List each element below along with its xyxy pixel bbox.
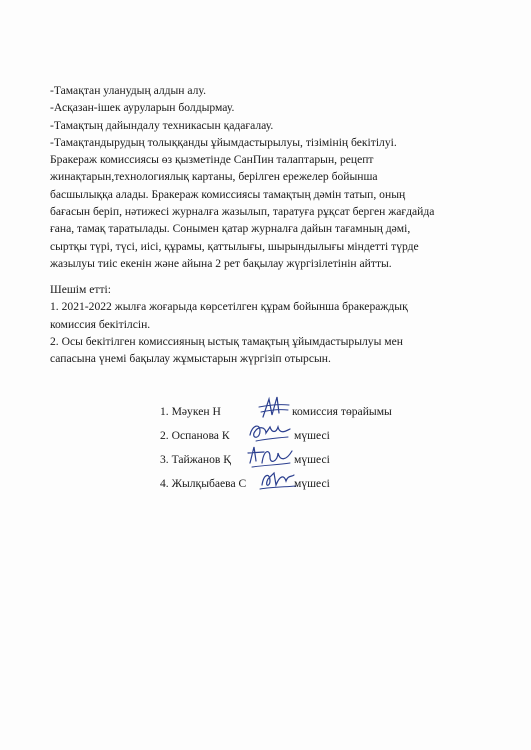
signatory-role: мүшесі [294, 453, 330, 466]
signature-icon [258, 467, 298, 493]
body-line: -Тамақтандырудың толыққанды ұйымдастырылуы, тізімінің бекітілуі. [50, 135, 397, 149]
signatory-name: 3. Тайжанов Қ [160, 453, 232, 466]
body-line: сыртқы түрі, түсі, иісі, құрамы, қаттылығы, шырындылығы міндетті түрде [50, 239, 419, 253]
signatory-name: 2. Оспанова К [160, 429, 230, 442]
signatory-row [160, 475, 420, 499]
signatory-role: мүшесі [294, 477, 330, 490]
resolution-item: комиссия бекітілсін. [50, 317, 151, 331]
signatory-name: 4. Жылқыбаева С [160, 477, 247, 490]
body-line: жинақтарын,технологиялық картаны, берілген ережелер бойынша [50, 170, 378, 184]
body-line: ғана, тамақ таратылады. Сонымен қатар журналға дайын тағамның дәмі, [50, 222, 411, 236]
body-line: жазылуы тиіс екенін және айына 2 рет бақылау жүргізілетінін айтты. [50, 256, 392, 270]
resolution-item: сапасына үнемі бақылау жұмыстарын жүргізіп отырсын. [50, 352, 331, 366]
signatory-name: 1. Мәукен Н [160, 405, 221, 418]
resolution-heading: Шешім етті: [50, 283, 111, 296]
signature-block [160, 403, 420, 499]
signatory-role: комиссия төрайымы [292, 405, 392, 418]
resolution-section [50, 281, 490, 367]
body-line: -Асқазан-ішек ауруларын болдырмау. [50, 101, 235, 115]
resolution-item: 2. Осы бекітілген комиссияның ыстық тамақтың ұйымдастырылуы мен [50, 334, 403, 348]
body-line: -Тамақтан уланудың алдын алу. [50, 84, 206, 97]
protocol-body [50, 82, 490, 272]
body-line: Бракераж комиссиясы өз қызметінде СанПин талаптарын, рецепт [50, 153, 374, 167]
signature-icon [255, 395, 293, 421]
body-line: бағасын беріп, нәтижесі журналға жазылып, таратуға рұқсат берген жағдайда [50, 205, 435, 219]
body-line: басшылыққа алады. Бракераж комиссиясы тамақтың дәмін татып, оның [50, 187, 406, 201]
signatory-role: мүшесі [294, 429, 330, 442]
resolution-item: 1. 2021-2022 жылға жоғарыда көрсетілген құрам бойынша бракераждық [50, 300, 408, 314]
body-line: -Тамақтың дайындалу техникасын қадағалау. [50, 118, 274, 132]
signature-icon [246, 419, 294, 445]
